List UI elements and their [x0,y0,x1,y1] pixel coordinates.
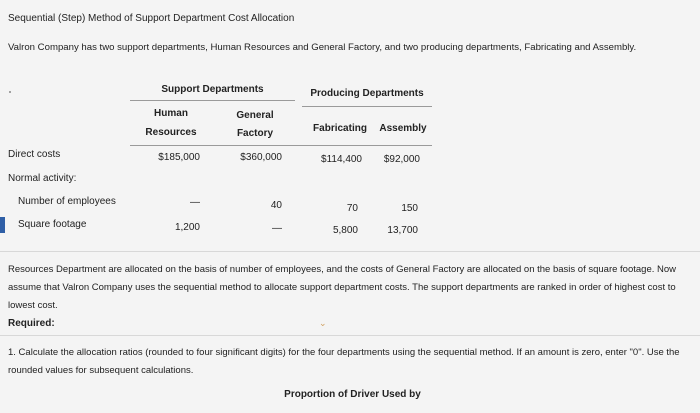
page-title: Sequential (Step) Method of Support Department Cost Allocation [8,13,295,24]
allocation-paragraph: Resources Department are allocated on the basis of number of employees, and the costs of General Factory are allocated on the basis of square footage. Now assume that Valron Company uses the sequential method to allocate support department costs. The support departments are ranked in order of highest cost to lowest cost. [8,264,677,311]
col-general-line2: Factory [236,128,274,139]
cell-direct-fabricating: $114,400 [321,154,362,165]
cell-employees-fabricating: 70 [346,203,358,214]
col-fabricating: Fabricating [313,123,367,134]
cell-employees-general: 40 [270,200,282,211]
cell-sqft-fabricating: 5,800 [332,225,358,236]
question-text: 1. Calculate the allocation ratios (rounded to four significant digits) for the four departments using the sequential method. If an amount is zero, enter "0". Use the rounded values for subsequent calculations. [8,347,680,376]
row-label-employees: Number of employees [18,196,116,207]
cell-sqft-human: 1,200 [174,222,200,233]
row-marker [0,217,5,233]
col-general-line1: General [236,110,274,121]
row-label-normal-activity: Normal activity: [8,173,77,184]
support-departments-header: Support Departments [161,84,264,95]
support-header-rule [130,100,295,101]
section-divider [0,251,700,252]
required-label: Required: [8,318,55,329]
row-label-direct-costs: Direct costs [8,149,61,160]
question-divider [0,335,700,336]
col-human-line1: Human [154,108,188,119]
col-human-line2: Resources [145,127,197,138]
cell-direct-human: $185,000 [158,152,200,163]
intro-text: Valron Company has two support departments, Human Resources and General Factory, and two producing departments, Fabricating and Assembly. [8,42,637,53]
column-header-rule [130,145,432,146]
cell-sqft-assembly: 13,700 [387,225,418,236]
cell-employees-assembly: 150 [401,203,418,214]
chevron-down-icon: ⌄ [319,318,327,328]
cell-direct-general: $360,000 [240,152,282,163]
producing-header-rule [302,106,432,107]
bullet-dot [9,91,11,93]
col-assembly: Assembly [379,123,427,134]
proportion-header: Proportion of Driver Used by [284,389,421,400]
row-label-square-footage: Square footage [18,219,87,230]
cell-sqft-general: — [272,223,282,234]
cell-employees-human: — [190,197,200,208]
cell-direct-assembly: $92,000 [383,154,420,165]
producing-departments-header: Producing Departments [310,88,424,99]
